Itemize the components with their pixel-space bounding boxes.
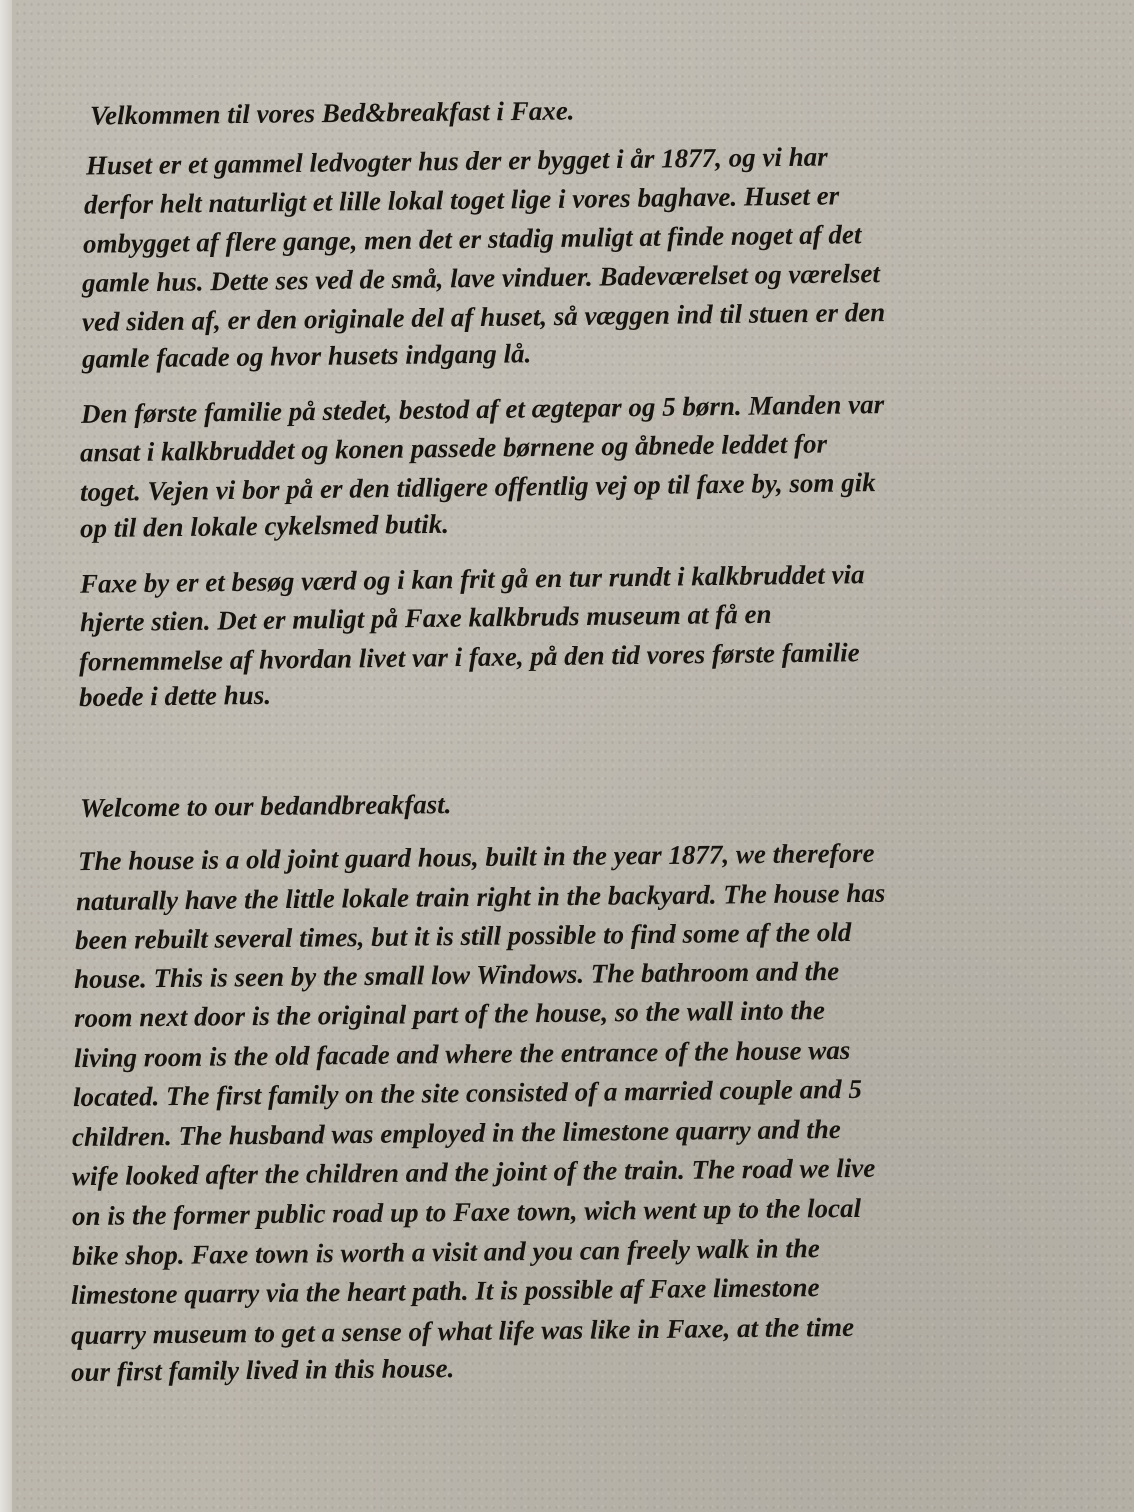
english-paragraph-line: our first family lived in this house.	[70, 1352, 455, 1388]
danish-paragraph-2-line: toget. Vejen vi bor på er den tidligere offentlig vej op til faxe by, som gik	[79, 467, 876, 507]
english-paragraph-line: children. The husband was employed in the limestone quarry and the	[71, 1113, 841, 1153]
english-paragraph-line: The house is a old joint guard hous, built in the year 1877, we therefore	[77, 837, 875, 877]
danish-paragraph-1-line: gamle hus. Dette ses ved de små, lave vinduer. Badeværelset og værelset	[81, 258, 881, 298]
danish-paragraph-1-line: ved siden af, er den originale del af huset, så væggen ind til stuen er den	[81, 297, 886, 337]
danish-paragraph-1-line: gamle facade og hvor husets indgang lå.	[81, 338, 532, 374]
english-paragraph-line: house. This is seen by the small low Windows. The bathroom and the	[73, 955, 840, 995]
danish-greeting: Velkommen til vores Bed&breakfast i Faxe.	[89, 95, 575, 131]
english-paragraph-line: wife looked after the children and the joint of the train. The road we live	[71, 1152, 876, 1192]
english-paragraph-line: bike shop. Faxe town is worth a visit and you can freely walk in the	[71, 1233, 820, 1271]
danish-paragraph-3-line: fornemmelse af hvordan livet var i faxe, på den tid vores første familie	[78, 637, 860, 677]
danish-paragraph-2-line: op til den lokale cykelsmed butik.	[79, 508, 450, 544]
english-paragraph-line: on is the former public road up to Faxe town, wich went up to the local	[71, 1192, 862, 1232]
english-paragraph-line: been rebuilt several times, but it is still possible to find some af the old	[74, 916, 852, 956]
danish-paragraph-1-line: Huset er et gammel ledvogter hus der er bygget i år 1877, og vi har	[85, 141, 828, 181]
danish-paragraph-2-line: ansat i kalkbruddet og konen passede børnene og åbnede leddet for	[79, 428, 828, 468]
english-paragraph-line: room next door is the original part of the house, so the wall into the	[73, 995, 826, 1033]
english-paragraph-line: located. The first family on the site consisted of a married couple and 5	[72, 1073, 863, 1113]
danish-paragraph-2-line: Den første familie på stedet, bestod af et ægtepar og 5 børn. Manden var	[80, 389, 885, 429]
english-greeting: Welcome to our bedandbreakfast.	[79, 789, 452, 823]
english-paragraph-line: quarry museum to get a sense of what life was like in Faxe, at the time	[70, 1311, 855, 1351]
english-paragraph-line: living room is the old facade and where the entrance of the house was	[73, 1034, 851, 1074]
danish-paragraph-1-line: derfor helt naturligt et lille lokal toget lige i vores baghave. Huset er	[83, 180, 840, 220]
danish-paragraph-3-line: Faxe by er et besøg værd og i kan frit gå en tur rundt i kalkbruddet via	[79, 559, 865, 599]
danish-paragraph-3-line: boede i dette hus.	[78, 679, 272, 713]
english-paragraph-line: limestone quarry via the heart path. It is possible af Faxe limestone	[70, 1272, 820, 1310]
english-paragraph-line: naturally have the little lokale train right in the backyard. The house has	[75, 877, 886, 917]
danish-paragraph-1-line: ombygget af flere gange, men det er stadig muligt at finde noget af det	[82, 219, 862, 259]
danish-paragraph-3-line: hjerte stien. Det er muligt på Faxe kalkbruds museum at få en	[79, 598, 772, 638]
